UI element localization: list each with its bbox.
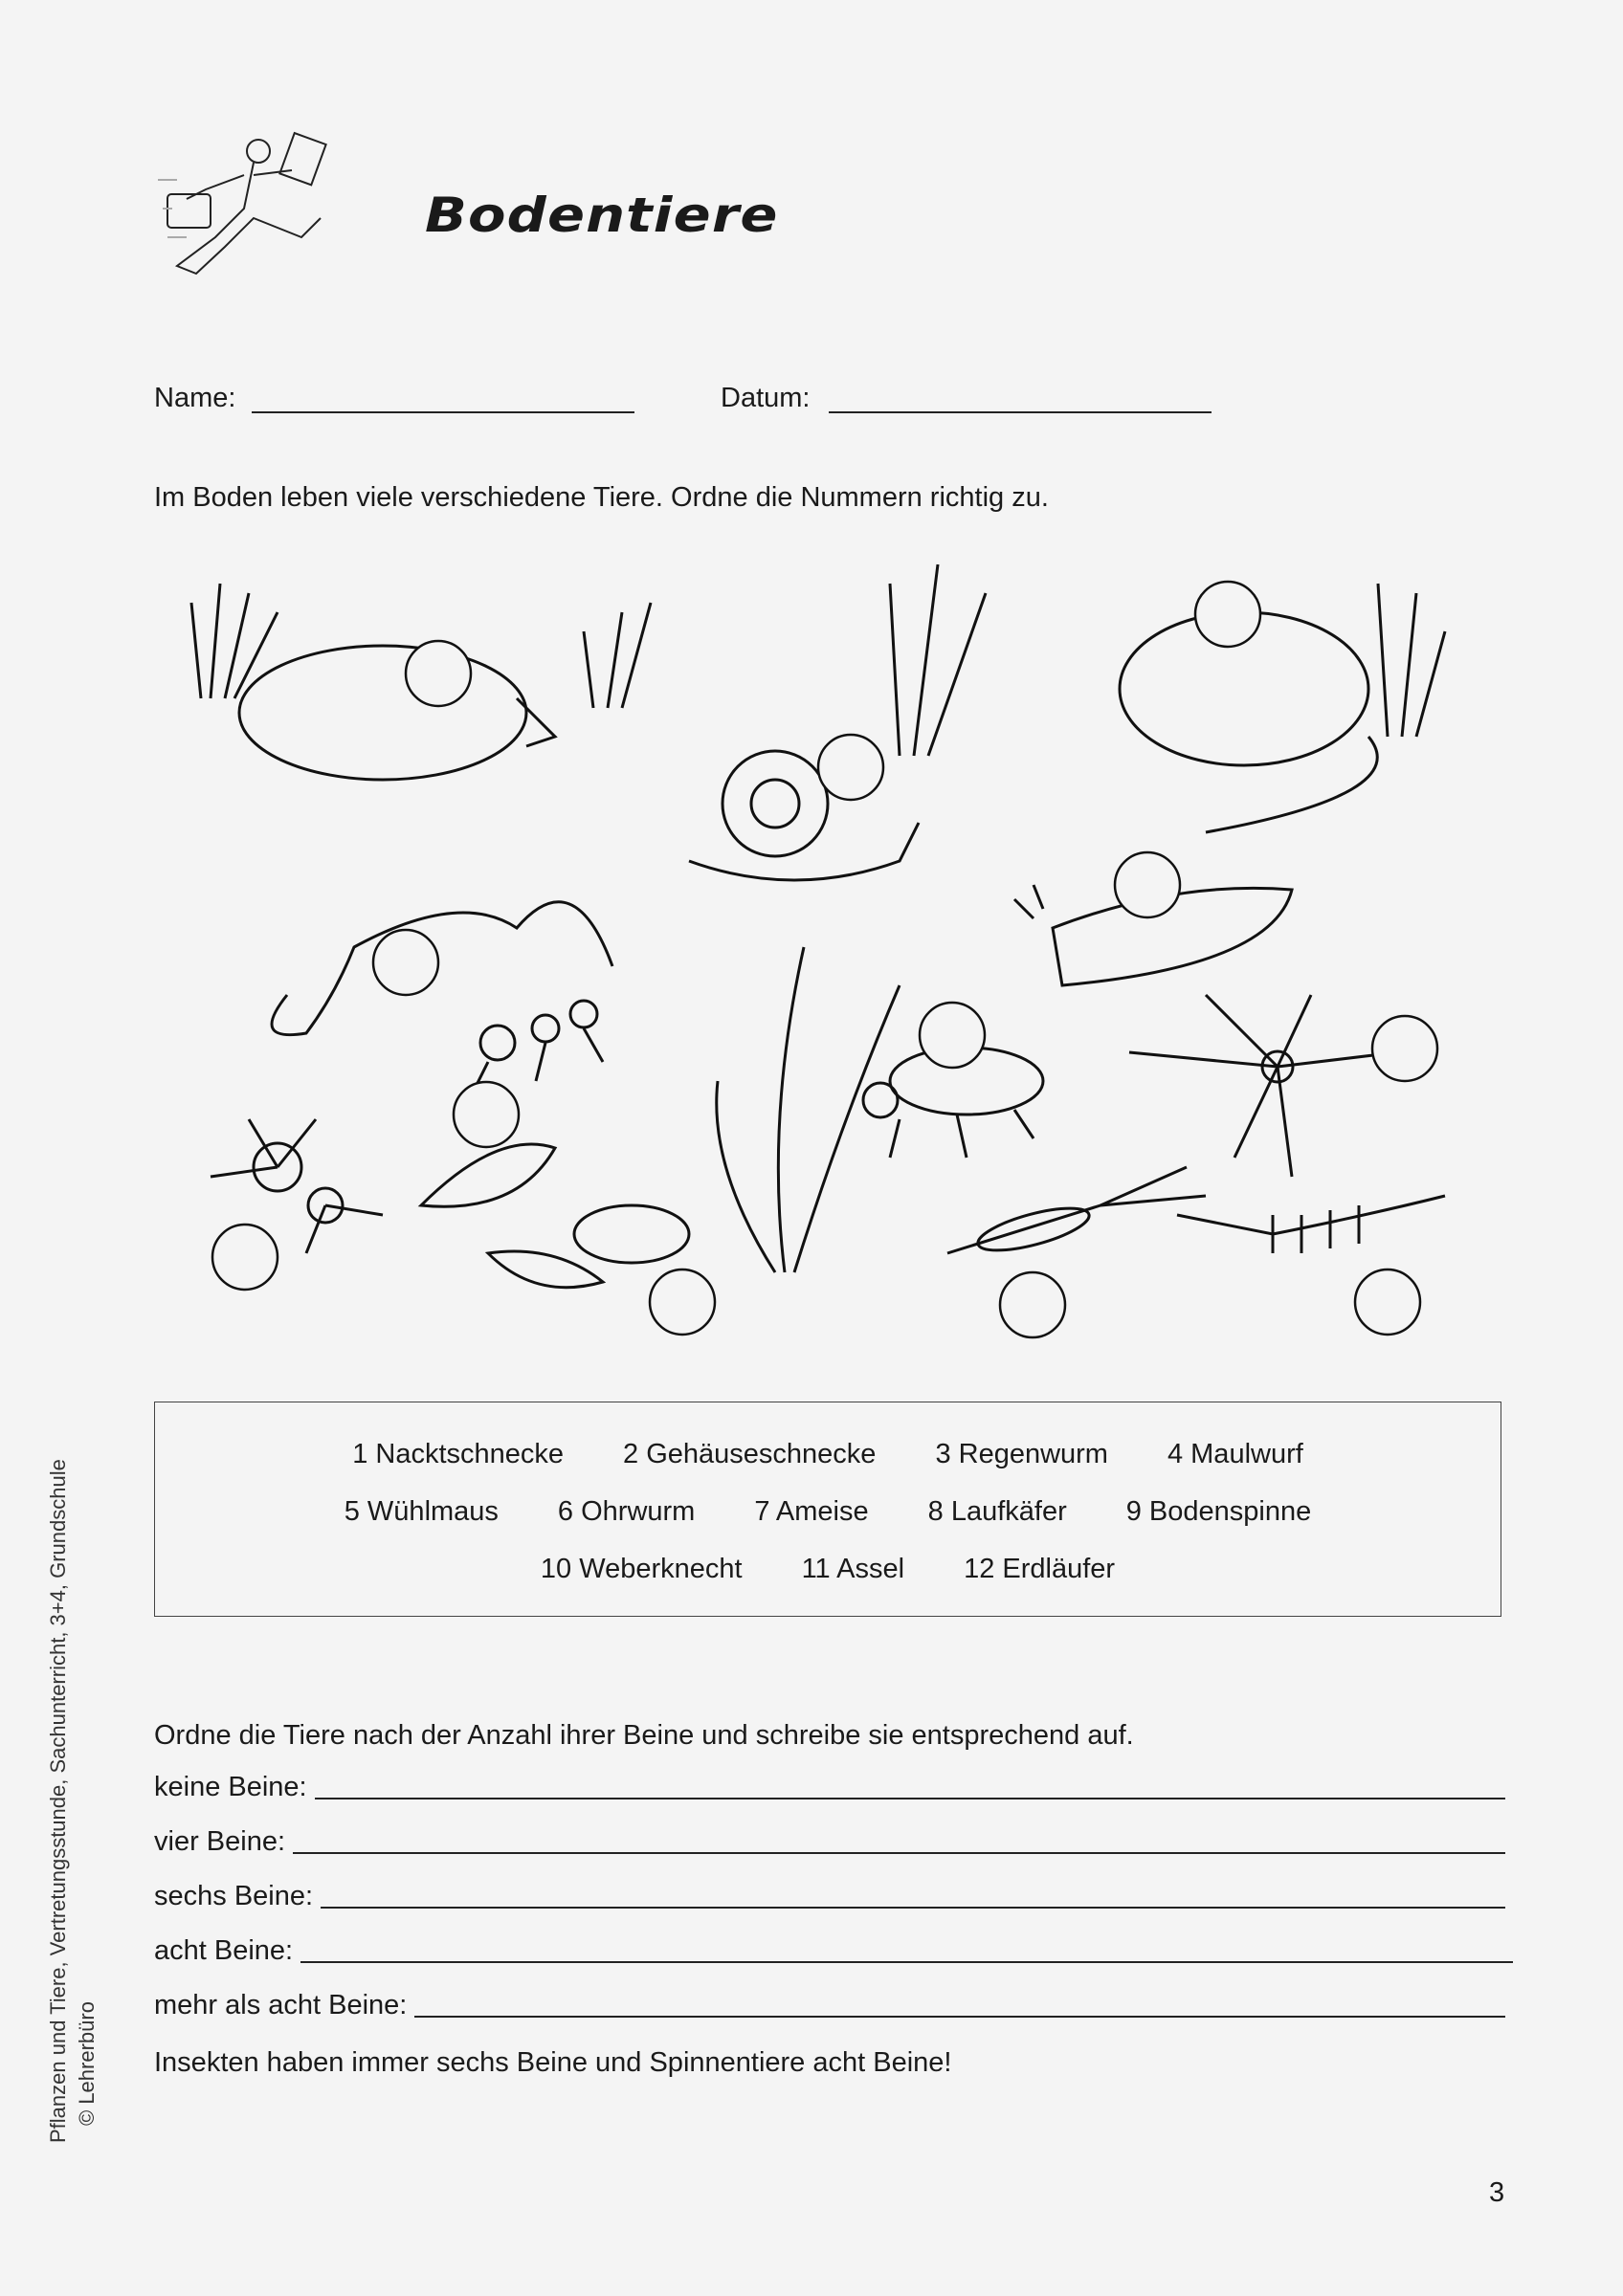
note-text: Insekten haben immer sechs Beine und Spinnentiere acht Beine!: [154, 2047, 952, 2078]
answer-row-more-legs: [154, 1990, 1505, 2021]
word-item: 11 Assel: [801, 1554, 905, 1584]
word-item: 6 Ohrwurm: [557, 1496, 696, 1527]
page-number: 3: [1489, 2177, 1505, 2208]
answer-line[interactable]: [293, 1852, 1505, 1854]
answer-circles: [212, 582, 1437, 1337]
answer-label: sechs Beine:: [154, 1881, 314, 1911]
plant-drawing: [717, 947, 900, 1272]
word-box: [154, 1402, 1501, 1617]
answer-line[interactable]: [321, 1907, 1505, 1909]
source-text: Pflanzen und Tiere, Vertretungsstunde, Sachunterricht, 3+4, Grundschule: [46, 1459, 70, 2143]
earwig-drawing: [947, 1167, 1206, 1259]
answer-label: vier Beine:: [154, 1826, 286, 1857]
word-item: 3 Regenwurm: [935, 1439, 1108, 1469]
name-label: Name:: [154, 383, 236, 413]
answer-label: acht Beine:: [154, 1935, 294, 1966]
task2-prompt: Ordne die Tiere nach der Anzahl ihrer Beine und schreibe sie entsprechend auf.: [154, 1720, 1134, 1751]
answer-row-no-legs: [154, 1772, 1505, 1803]
instruction-text: Im Boden leben viele verschiedene Tiere. Ordne die Nummern richtig zu.: [154, 482, 1049, 513]
date-field[interactable]: [829, 411, 1212, 413]
word-item: 8 Laufkäfer: [927, 1496, 1067, 1527]
answer-circle-wuehlmaus: [1195, 582, 1260, 647]
answer-label: keine Beine:: [154, 1772, 307, 1802]
word-item: 5 Wühlmaus: [344, 1496, 499, 1527]
mole-drawing: [239, 646, 555, 780]
running-teacher-illustration: [158, 122, 388, 285]
page-title: Bodentiere: [425, 188, 779, 243]
word-item: 9 Bodenspinne: [1125, 1496, 1312, 1527]
vole-drawing: [1120, 612, 1377, 832]
date-label: Datum:: [721, 383, 811, 413]
copyright-text: © Lehrerbüro: [75, 2001, 99, 2126]
word-item: 12 Erdläufer: [964, 1554, 1116, 1584]
answer-circle-gehaeuseschnecke: [818, 735, 883, 800]
earthworm-drawing: [272, 902, 612, 1035]
answer-line[interactable]: [315, 1798, 1505, 1799]
source-note: [44, 1459, 101, 2143]
word-item: 10 Weberknecht: [540, 1554, 743, 1584]
answer-circle-erdlaeufer: [1355, 1269, 1420, 1335]
answer-row-four-legs: [154, 1826, 1505, 1858]
centipede-drawing: [1177, 1196, 1445, 1253]
answer-circle-ohrwurm: [1000, 1272, 1065, 1337]
answer-label: mehr als acht Beine:: [154, 1990, 408, 2020]
answer-circle-assel: [650, 1269, 715, 1335]
answer-row-six-legs: [154, 1881, 1505, 1912]
soil-animals-illustration: [172, 545, 1474, 1349]
answer-line[interactable]: [414, 2016, 1505, 2018]
word-item: 7 Ameise: [754, 1496, 869, 1527]
leaf-drawing: [421, 1144, 603, 1288]
word-item: 4 Maulwurf: [1167, 1439, 1303, 1469]
answer-circle-weberknecht: [1372, 1016, 1437, 1081]
answer-circle-bodenspinne: [212, 1225, 278, 1290]
answer-row-eight-legs: [154, 1935, 1513, 1967]
answer-circle-ameise: [454, 1082, 519, 1147]
word-row: [155, 1439, 1501, 1470]
answer-circle-maulwurf: [406, 641, 471, 706]
answer-line[interactable]: [300, 1961, 1513, 1963]
word-row: [155, 1554, 1501, 1585]
harvestman-drawing: [1129, 995, 1397, 1177]
woodlouse-drawing: [574, 1205, 689, 1263]
word-item: 2 Gehäuseschnecke: [623, 1439, 877, 1469]
name-field[interactable]: [252, 411, 634, 413]
answer-circle-regenwurm: [373, 930, 438, 995]
word-row: [155, 1496, 1501, 1528]
answer-circle-laufkaefer: [920, 1003, 985, 1068]
word-item: 1 Nacktschnecke: [352, 1439, 565, 1469]
answer-circle-nacktschnecke: [1115, 852, 1180, 917]
